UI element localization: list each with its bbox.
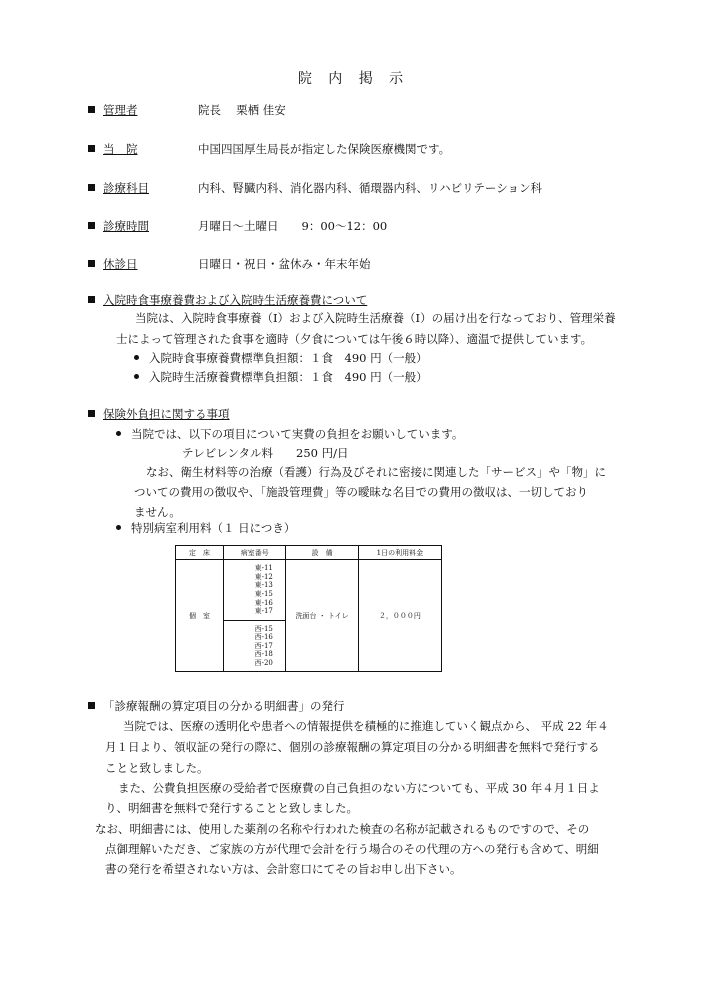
room-number: 東-15 (254, 590, 273, 598)
meal-heading: 入院時食事療養費および入院時生活療養費について (88, 292, 367, 308)
info-label: 診療時間 (103, 219, 149, 233)
statement-text-line: 当院では、医療の透明化や患者への情報提供を積極的に推進していく観点から、 平成 22 年４ (123, 719, 609, 733)
table-header: 1日の利用料金 (358, 546, 441, 560)
meal-bullet: 入院時食事療養費標準負担額：１食 490 円（一般） (134, 350, 428, 366)
statement-text-line: ことと致しました。 (105, 761, 209, 775)
room-number: 東-11 (254, 564, 273, 573)
square-bullet-icon (88, 296, 95, 303)
meal-text-line: 士によって管理された食事を適時（夕食については午後６時以降）、適温で提供しています。 (116, 332, 593, 346)
room-number: 西-16 (254, 633, 273, 642)
table-cell-fee: ２，０００円 (358, 560, 441, 672)
square-bullet-icon (88, 410, 95, 417)
info-row-hospital (88, 141, 138, 157)
table-header: 病室番号 (224, 546, 286, 560)
room-number: 西-17 (254, 641, 273, 650)
room-number: 東-13 (254, 581, 273, 590)
square-bullet-icon (88, 260, 95, 267)
extra-bullet: 当院では、以下の項目について実費の負担をお願いしています。 (116, 426, 463, 442)
room-number: 東-17 (254, 607, 273, 616)
info-row-departments (88, 180, 149, 196)
table-cell-east-rooms (224, 560, 286, 621)
square-bullet-icon (88, 145, 95, 152)
statement-text-line: 月１日より、領収証の発行の際に、個別の診療報酬の算定項目の分かる明細書を無料で発行する (105, 740, 600, 754)
info-value: 月曜日～土曜日 9：00～12：00 (198, 219, 388, 233)
square-bullet-icon (88, 106, 95, 113)
table-cell-facility: 洗面台 ・ トイレ (286, 560, 358, 672)
info-row-manager (88, 102, 138, 118)
meal-bullet: 入院時生活療養費標準負担額：１食 490 円（一般） (134, 369, 428, 385)
page-title: 院 内 掲 示 (297, 71, 410, 87)
table-header: 設 備 (286, 546, 358, 560)
extra-heading: 保険外負担に関する事項 (88, 406, 230, 422)
table-header: 定 床 (176, 546, 224, 560)
info-label: 診療科目 (103, 181, 149, 195)
info-label: 休診日 (103, 257, 138, 271)
table-header-row (176, 546, 442, 560)
room-number: 西-18 (254, 650, 273, 659)
bullet-icon (134, 374, 139, 379)
extra-note-line: ません。 (134, 505, 181, 519)
square-bullet-icon (88, 702, 95, 709)
info-row-holidays (88, 256, 138, 272)
statement-heading: 「診療報酬の算定項目の分かる明細書」の発行 (88, 698, 345, 714)
statement-text-line: り、明細書を無料で発行することと致しました。 (105, 801, 358, 815)
room-number: 東-16 (254, 598, 273, 607)
square-bullet-icon (88, 222, 95, 229)
table-cell-west-rooms (224, 621, 286, 672)
info-value: 内科、腎臓内科、消化器内科、循環器内科、リハビリテーション科 (198, 181, 542, 195)
table-row (176, 560, 442, 621)
room-number: 西-15 (254, 624, 273, 633)
info-row-hours (88, 218, 149, 234)
table-cell-type: 個 室 (176, 560, 224, 672)
extra-note-line: ついての費用の徴収や、「施設管理費」等の曖昧な名目での費用の徴収は、一切しており (134, 485, 589, 499)
room-number: 西-20 (254, 658, 273, 667)
extra-note-line: なお、衛生材料等の治療（看護）行為及びそれに密接に関連した「サービス」や「物」に (146, 465, 606, 479)
statement-text-line: 点御理解いただき、ご家族の方が代理で会計を行う場合のその代理の方への発行も含めて、明細 (105, 842, 599, 856)
extra-bullet: 特別病室利用料（１ 日につき） (116, 520, 295, 536)
meal-text-line: 当院は、入院時食事療養（Ⅰ）および入院時生活療養（Ⅰ）の届け出を行なっており、管理栄養 (135, 311, 616, 325)
statement-text-line: なお、明細書には、使用した薬剤の名称や行われた検査の名称が記載されるものですので、その (95, 822, 590, 836)
info-value: 中国四国厚生局長が指定した保険医療機関です。 (198, 142, 451, 156)
info-label: 当 院 (103, 142, 138, 156)
bullet-icon (116, 431, 121, 436)
private-room-table (175, 545, 442, 672)
square-bullet-icon (88, 184, 95, 191)
tv-rental-item: テレビレンタル料 250 円/日 (182, 446, 349, 460)
statement-text-line: 書の発行を希望されない方は、会計窓口にてその旨お申し出下さい。 (105, 862, 462, 876)
info-value: 日曜日・祝日・盆休み・年末年始 (198, 257, 371, 271)
info-label: 管理者 (103, 103, 138, 117)
bullet-icon (134, 355, 139, 360)
info-value: 院長 栗栖 佳安 (198, 103, 286, 117)
statement-text-line: また、公費負担医療の受給者で医療費の自己負担のない方についても、平成 30 年４月１日よ (118, 781, 600, 795)
bullet-icon (116, 525, 121, 530)
room-number: 東-12 (254, 572, 273, 581)
